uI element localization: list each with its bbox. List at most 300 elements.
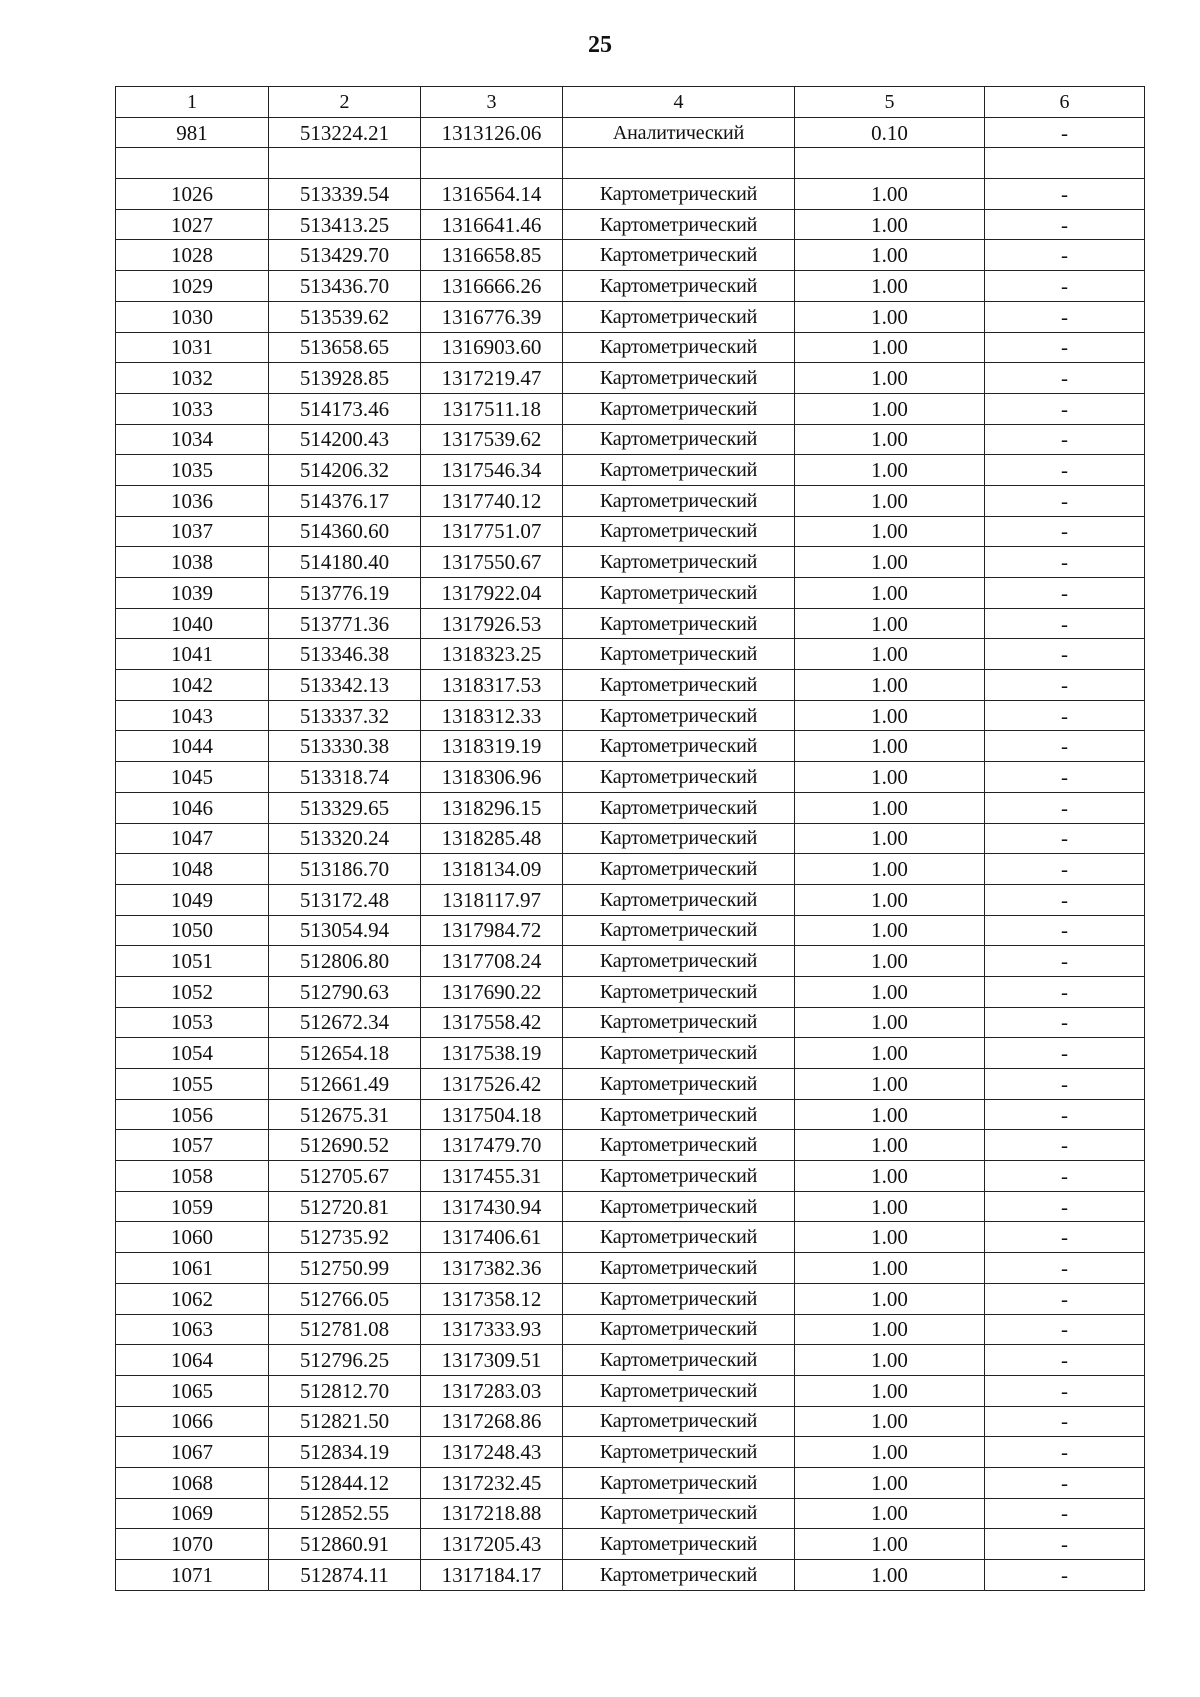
table-row: [116, 424, 1145, 455]
method-cell: Картометрический: [563, 1375, 795, 1406]
note-cell: -: [985, 1345, 1145, 1376]
y-coordinate-cell: 1317926.53: [421, 608, 563, 639]
accuracy-cell: 1.00: [795, 946, 985, 977]
method-cell: Картометрический: [563, 884, 795, 915]
y-coordinate-cell: 1317708.24: [421, 946, 563, 977]
y-coordinate-cell: 1317218.88: [421, 1498, 563, 1529]
table-row: [116, 915, 1145, 946]
note-cell: -: [985, 854, 1145, 885]
table-row: [116, 1222, 1145, 1253]
x-coordinate-cell: 513339.54: [269, 179, 421, 210]
table-row: [116, 1375, 1145, 1406]
y-coordinate-cell: 1317550.67: [421, 547, 563, 578]
x-coordinate-cell: 512852.55: [269, 1498, 421, 1529]
note-cell: -: [985, 179, 1145, 210]
note-cell: -: [985, 547, 1145, 578]
y-coordinate-cell: 1317219.47: [421, 363, 563, 394]
accuracy-cell: 1.00: [795, 1099, 985, 1130]
point-number-cell: 1060: [116, 1222, 269, 1253]
accuracy-cell: 1.00: [795, 1007, 985, 1038]
x-coordinate-cell: 512675.31: [269, 1099, 421, 1130]
x-coordinate-cell: 513539.62: [269, 301, 421, 332]
note-cell: -: [985, 363, 1145, 394]
method-cell: Картометрический: [563, 547, 795, 578]
x-coordinate-cell: 514200.43: [269, 424, 421, 455]
note-cell: -: [985, 516, 1145, 547]
accuracy-cell: 1.00: [795, 332, 985, 363]
method-cell: Картометрический: [563, 301, 795, 332]
note-cell: -: [985, 1038, 1145, 1069]
accuracy-cell: 1.00: [795, 700, 985, 731]
y-coordinate-cell: 1317406.61: [421, 1222, 563, 1253]
table-row: [116, 332, 1145, 363]
table-row: [116, 240, 1145, 271]
y-coordinate-cell: 1316564.14: [421, 179, 563, 210]
note-cell: -: [985, 976, 1145, 1007]
y-coordinate-cell: 1317538.19: [421, 1038, 563, 1069]
accuracy-cell: 1.00: [795, 363, 985, 394]
x-coordinate-cell: 513186.70: [269, 854, 421, 885]
y-coordinate-cell: 1317539.62: [421, 424, 563, 455]
table-row: [116, 578, 1145, 609]
note-cell: -: [985, 485, 1145, 516]
point-number-cell: 1044: [116, 731, 269, 762]
x-coordinate-cell: 513658.65: [269, 332, 421, 363]
point-number-cell: 1049: [116, 884, 269, 915]
point-number-cell: 1071: [116, 1560, 269, 1591]
note-cell: -: [985, 1161, 1145, 1192]
note-cell: -: [985, 639, 1145, 670]
table-row: [116, 1161, 1145, 1192]
x-coordinate-cell: 512750.99: [269, 1253, 421, 1284]
point-number-cell: 1035: [116, 455, 269, 486]
accuracy-cell: 1.00: [795, 762, 985, 793]
method-cell: Аналитический: [563, 117, 795, 148]
accuracy-cell: 1.00: [795, 547, 985, 578]
x-coordinate-cell: 512781.08: [269, 1314, 421, 1345]
method-cell: Картометрический: [563, 1191, 795, 1222]
x-coordinate-cell: 513054.94: [269, 915, 421, 946]
note-cell: -: [985, 240, 1145, 271]
table-row: [116, 271, 1145, 302]
y-coordinate-cell: 1316641.46: [421, 209, 563, 240]
column-header: 3: [421, 87, 563, 118]
accuracy-cell: 1.00: [795, 1253, 985, 1284]
x-coordinate-cell: 513346.38: [269, 639, 421, 670]
method-cell: Картометрический: [563, 792, 795, 823]
column-header: 4: [563, 87, 795, 118]
y-coordinate-cell: 1316776.39: [421, 301, 563, 332]
point-number-cell: 1065: [116, 1375, 269, 1406]
point-number-cell: 1056: [116, 1099, 269, 1130]
method-cell: Картометрический: [563, 209, 795, 240]
y-coordinate-cell: 1318296.15: [421, 792, 563, 823]
point-number-cell: 1070: [116, 1529, 269, 1560]
y-coordinate-cell: 1317184.17: [421, 1560, 563, 1591]
note-cell: -: [985, 301, 1145, 332]
y-coordinate-cell: 1318134.09: [421, 854, 563, 885]
page-number: 25: [588, 32, 612, 58]
accuracy-cell: 1.00: [795, 1437, 985, 1468]
note-cell: -: [985, 915, 1145, 946]
table-row: [116, 700, 1145, 731]
x-coordinate-cell: 512812.70: [269, 1375, 421, 1406]
point-number-cell: 1062: [116, 1283, 269, 1314]
accuracy-cell: 1.00: [795, 1375, 985, 1406]
method-cell: Картометрический: [563, 823, 795, 854]
y-coordinate-cell: 1316658.85: [421, 240, 563, 271]
point-number-cell: 1055: [116, 1069, 269, 1100]
table-row: [116, 1560, 1145, 1591]
point-number-cell: 1050: [116, 915, 269, 946]
method-cell: Картометрический: [563, 731, 795, 762]
note-cell: [985, 148, 1145, 179]
point-number-cell: [116, 148, 269, 179]
table-body: [116, 117, 1145, 1590]
method-cell: Картометрический: [563, 393, 795, 424]
table-row: [116, 608, 1145, 639]
table-header-row: [116, 87, 1145, 118]
accuracy-cell: 1.00: [795, 792, 985, 823]
accuracy-cell: 1.00: [795, 1467, 985, 1498]
accuracy-cell: 1.00: [795, 823, 985, 854]
note-cell: -: [985, 670, 1145, 701]
note-cell: -: [985, 424, 1145, 455]
x-coordinate-cell: 514173.46: [269, 393, 421, 424]
point-number-cell: 1058: [116, 1161, 269, 1192]
note-cell: -: [985, 1437, 1145, 1468]
table-row: [116, 363, 1145, 394]
note-cell: -: [985, 1130, 1145, 1161]
y-coordinate-cell: 1318317.53: [421, 670, 563, 701]
column-header: 1: [116, 87, 269, 118]
x-coordinate-cell: 513928.85: [269, 363, 421, 394]
note-cell: -: [985, 1498, 1145, 1529]
x-coordinate-cell: 513771.36: [269, 608, 421, 639]
table-row: [116, 1406, 1145, 1437]
note-cell: -: [985, 1222, 1145, 1253]
y-coordinate-cell: 1317430.94: [421, 1191, 563, 1222]
point-number-cell: 1029: [116, 271, 269, 302]
y-coordinate-cell: 1318319.19: [421, 731, 563, 762]
x-coordinate-cell: 513329.65: [269, 792, 421, 823]
table-row: [116, 976, 1145, 1007]
y-coordinate-cell: 1318312.33: [421, 700, 563, 731]
x-coordinate-cell: 512821.50: [269, 1406, 421, 1437]
y-coordinate-cell: 1318323.25: [421, 639, 563, 670]
y-coordinate-cell: 1317283.03: [421, 1375, 563, 1406]
x-coordinate-cell: 512735.92: [269, 1222, 421, 1253]
method-cell: Картометрический: [563, 1099, 795, 1130]
method-cell: Картометрический: [563, 455, 795, 486]
table-row: [116, 731, 1145, 762]
note-cell: -: [985, 946, 1145, 977]
accuracy-cell: 0.10: [795, 117, 985, 148]
point-number-cell: 1028: [116, 240, 269, 271]
accuracy-cell: 1.00: [795, 301, 985, 332]
point-number-cell: 1045: [116, 762, 269, 793]
method-cell: Картометрический: [563, 700, 795, 731]
method-cell: Картометрический: [563, 1406, 795, 1437]
point-number-cell: 1064: [116, 1345, 269, 1376]
y-coordinate-cell: 1317690.22: [421, 976, 563, 1007]
point-number-cell: 1053: [116, 1007, 269, 1038]
coordinates-table: [115, 86, 1145, 1591]
x-coordinate-cell: 512874.11: [269, 1560, 421, 1591]
point-number-cell: 1041: [116, 639, 269, 670]
table-row: [116, 148, 1145, 179]
table-row: [116, 179, 1145, 210]
y-coordinate-cell: 1317558.42: [421, 1007, 563, 1038]
method-cell: Картометрический: [563, 976, 795, 1007]
note-cell: -: [985, 271, 1145, 302]
x-coordinate-cell: 513320.24: [269, 823, 421, 854]
x-coordinate-cell: 513337.32: [269, 700, 421, 731]
x-coordinate-cell: 512844.12: [269, 1467, 421, 1498]
table-row: [116, 1283, 1145, 1314]
method-cell: Картометрический: [563, 485, 795, 516]
note-cell: -: [985, 1099, 1145, 1130]
x-coordinate-cell: 514376.17: [269, 485, 421, 516]
column-header: 6: [985, 87, 1145, 118]
column-header: 2: [269, 87, 421, 118]
accuracy-cell: 1.00: [795, 915, 985, 946]
x-coordinate-cell: 513342.13: [269, 670, 421, 701]
y-coordinate-cell: 1317751.07: [421, 516, 563, 547]
x-coordinate-cell: 513436.70: [269, 271, 421, 302]
y-coordinate-cell: 1317479.70: [421, 1130, 563, 1161]
table-row: [116, 1007, 1145, 1038]
note-cell: -: [985, 823, 1145, 854]
accuracy-cell: 1.00: [795, 516, 985, 547]
table-row: [116, 547, 1145, 578]
table-row: [116, 1345, 1145, 1376]
method-cell: Картометрический: [563, 1467, 795, 1498]
table-row: [116, 1191, 1145, 1222]
point-number-cell: 1063: [116, 1314, 269, 1345]
y-coordinate-cell: 1317248.43: [421, 1437, 563, 1468]
table-row: [116, 639, 1145, 670]
table-row: [116, 762, 1145, 793]
point-number-cell: 1039: [116, 578, 269, 609]
accuracy-cell: 1.00: [795, 1314, 985, 1345]
y-coordinate-cell: 1317309.51: [421, 1345, 563, 1376]
note-cell: -: [985, 1253, 1145, 1284]
note-cell: -: [985, 578, 1145, 609]
accuracy-cell: 1.00: [795, 1406, 985, 1437]
table-row: [116, 1529, 1145, 1560]
accuracy-cell: 1.00: [795, 179, 985, 210]
note-cell: -: [985, 884, 1145, 915]
note-cell: -: [985, 117, 1145, 148]
x-coordinate-cell: 512796.25: [269, 1345, 421, 1376]
method-cell: Картометрический: [563, 762, 795, 793]
note-cell: -: [985, 455, 1145, 486]
method-cell: Картометрический: [563, 363, 795, 394]
x-coordinate-cell: 512834.19: [269, 1437, 421, 1468]
method-cell: Картометрический: [563, 1130, 795, 1161]
accuracy-cell: 1.00: [795, 639, 985, 670]
table-row: [116, 1253, 1145, 1284]
accuracy-cell: 1.00: [795, 854, 985, 885]
table-row: [116, 117, 1145, 148]
accuracy-cell: 1.00: [795, 578, 985, 609]
method-cell: [563, 148, 795, 179]
method-cell: Картометрический: [563, 271, 795, 302]
y-coordinate-cell: 1317205.43: [421, 1529, 563, 1560]
note-cell: -: [985, 762, 1145, 793]
method-cell: Картометрический: [563, 1498, 795, 1529]
x-coordinate-cell: 513429.70: [269, 240, 421, 271]
method-cell: Картометрический: [563, 578, 795, 609]
note-cell: -: [985, 608, 1145, 639]
point-number-cell: 1040: [116, 608, 269, 639]
table-row: [116, 854, 1145, 885]
point-number-cell: 1026: [116, 179, 269, 210]
accuracy-cell: 1.00: [795, 1130, 985, 1161]
point-number-cell: 1030: [116, 301, 269, 332]
accuracy-cell: 1.00: [795, 393, 985, 424]
x-coordinate-cell: 512690.52: [269, 1130, 421, 1161]
note-cell: -: [985, 1191, 1145, 1222]
method-cell: Картометрический: [563, 1161, 795, 1192]
y-coordinate-cell: 1316666.26: [421, 271, 563, 302]
y-coordinate-cell: 1313126.06: [421, 117, 563, 148]
x-coordinate-cell: 512790.63: [269, 976, 421, 1007]
point-number-cell: 1069: [116, 1498, 269, 1529]
method-cell: Картометрический: [563, 1222, 795, 1253]
y-coordinate-cell: 1318306.96: [421, 762, 563, 793]
accuracy-cell: [795, 148, 985, 179]
table-row: [116, 670, 1145, 701]
y-coordinate-cell: 1318117.97: [421, 884, 563, 915]
y-coordinate-cell: 1317922.04: [421, 578, 563, 609]
method-cell: Картометрический: [563, 1283, 795, 1314]
accuracy-cell: 1.00: [795, 1345, 985, 1376]
method-cell: Картометрический: [563, 332, 795, 363]
method-cell: Картометрический: [563, 854, 795, 885]
point-number-cell: 1066: [116, 1406, 269, 1437]
table-row: [116, 1069, 1145, 1100]
x-coordinate-cell: 512860.91: [269, 1529, 421, 1560]
accuracy-cell: 1.00: [795, 1498, 985, 1529]
column-header: 5: [795, 87, 985, 118]
accuracy-cell: 1.00: [795, 1283, 985, 1314]
method-cell: Картометрический: [563, 1069, 795, 1100]
x-coordinate-cell: 512654.18: [269, 1038, 421, 1069]
x-coordinate-cell: 512672.34: [269, 1007, 421, 1038]
note-cell: -: [985, 1283, 1145, 1314]
point-number-cell: 1034: [116, 424, 269, 455]
accuracy-cell: 1.00: [795, 1038, 985, 1069]
method-cell: Картометрический: [563, 670, 795, 701]
method-cell: Картометрический: [563, 1007, 795, 1038]
method-cell: Картометрический: [563, 424, 795, 455]
accuracy-cell: 1.00: [795, 485, 985, 516]
point-number-cell: 1032: [116, 363, 269, 394]
table-row: [116, 1437, 1145, 1468]
x-coordinate-cell: [269, 148, 421, 179]
method-cell: Картометрический: [563, 915, 795, 946]
table-row: [116, 1130, 1145, 1161]
point-number-cell: 1036: [116, 485, 269, 516]
accuracy-cell: 1.00: [795, 271, 985, 302]
accuracy-cell: 1.00: [795, 240, 985, 271]
x-coordinate-cell: 513318.74: [269, 762, 421, 793]
point-number-cell: 1046: [116, 792, 269, 823]
note-cell: -: [985, 1375, 1145, 1406]
table-row: [116, 301, 1145, 332]
table-row: [116, 485, 1145, 516]
table-row: [116, 1038, 1145, 1069]
x-coordinate-cell: 514360.60: [269, 516, 421, 547]
table-row: [116, 823, 1145, 854]
x-coordinate-cell: 514206.32: [269, 455, 421, 486]
table-row: [116, 516, 1145, 547]
note-cell: -: [985, 1007, 1145, 1038]
accuracy-cell: 1.00: [795, 608, 985, 639]
note-cell: -: [985, 700, 1145, 731]
table-row: [116, 1498, 1145, 1529]
x-coordinate-cell: 512806.80: [269, 946, 421, 977]
x-coordinate-cell: 512661.49: [269, 1069, 421, 1100]
accuracy-cell: 1.00: [795, 424, 985, 455]
point-number-cell: 981: [116, 117, 269, 148]
accuracy-cell: 1.00: [795, 1529, 985, 1560]
method-cell: Картометрический: [563, 1038, 795, 1069]
note-cell: -: [985, 1467, 1145, 1498]
note-cell: -: [985, 332, 1145, 363]
method-cell: Картометрический: [563, 608, 795, 639]
method-cell: Картометрический: [563, 946, 795, 977]
point-number-cell: 1061: [116, 1253, 269, 1284]
accuracy-cell: 1.00: [795, 884, 985, 915]
method-cell: Картометрический: [563, 1314, 795, 1345]
y-coordinate-cell: 1317333.93: [421, 1314, 563, 1345]
y-coordinate-cell: 1318285.48: [421, 823, 563, 854]
note-cell: -: [985, 731, 1145, 762]
method-cell: Картометрический: [563, 1560, 795, 1591]
y-coordinate-cell: 1317382.36: [421, 1253, 563, 1284]
method-cell: Картометрический: [563, 1529, 795, 1560]
accuracy-cell: 1.00: [795, 1191, 985, 1222]
method-cell: Картометрический: [563, 1253, 795, 1284]
accuracy-cell: 1.00: [795, 1222, 985, 1253]
method-cell: Картометрический: [563, 1345, 795, 1376]
y-coordinate-cell: 1317740.12: [421, 485, 563, 516]
point-number-cell: 1047: [116, 823, 269, 854]
y-coordinate-cell: 1317984.72: [421, 915, 563, 946]
accuracy-cell: 1.00: [795, 731, 985, 762]
point-number-cell: 1059: [116, 1191, 269, 1222]
table-row: [116, 1467, 1145, 1498]
method-cell: Картометрический: [563, 240, 795, 271]
x-coordinate-cell: 513172.48: [269, 884, 421, 915]
accuracy-cell: 1.00: [795, 976, 985, 1007]
x-coordinate-cell: 513224.21: [269, 117, 421, 148]
y-coordinate-cell: [421, 148, 563, 179]
y-coordinate-cell: 1317546.34: [421, 455, 563, 486]
method-cell: Картометрический: [563, 639, 795, 670]
table-row: [116, 393, 1145, 424]
x-coordinate-cell: 512720.81: [269, 1191, 421, 1222]
point-number-cell: 1067: [116, 1437, 269, 1468]
point-number-cell: 1052: [116, 976, 269, 1007]
table-row: [116, 946, 1145, 977]
table-row: [116, 1314, 1145, 1345]
note-cell: -: [985, 1314, 1145, 1345]
y-coordinate-cell: 1317268.86: [421, 1406, 563, 1437]
